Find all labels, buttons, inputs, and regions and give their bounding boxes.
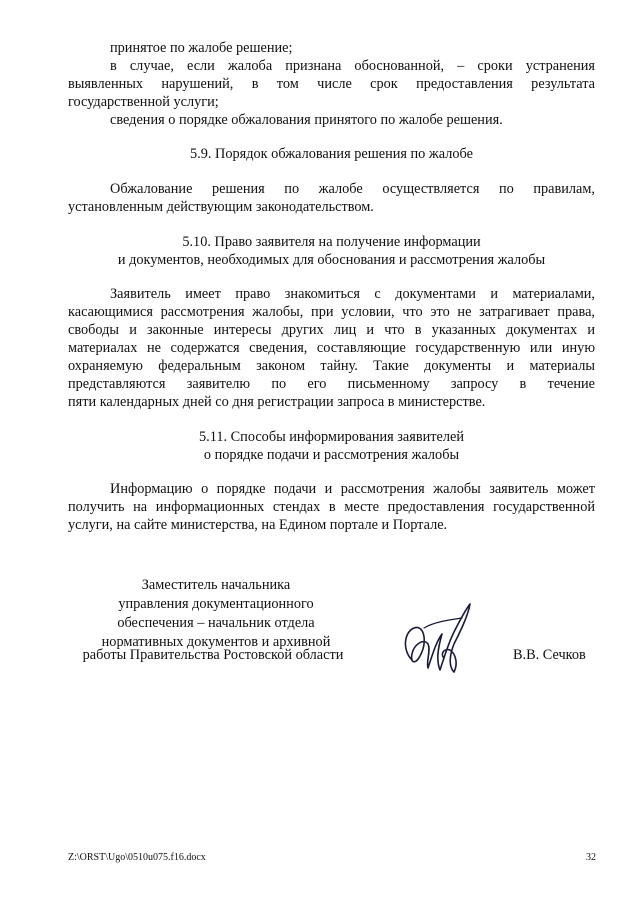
paragraph-line: принятое по жалобе решение; xyxy=(110,40,293,56)
paragraph-line: государственной услуги; xyxy=(68,94,219,110)
paragraph-line: касающимися рассмотрения жалобы, при условии, что это не затрагивает права, xyxy=(68,304,595,320)
signer-position-line: управления документационного xyxy=(118,596,314,612)
section-heading: и документов, необходимых для обоснования и рассмотрения жалобы xyxy=(117,252,546,268)
paragraph-line: услуги, на сайте министерства, на Едином портале и Портале. xyxy=(68,517,448,533)
signer-position-line: работы Правительства Ростовской области xyxy=(82,647,344,663)
signer-position-line: Заместитель начальника xyxy=(141,577,291,593)
paragraph-line: свободы и законные интересы других лиц и что в указанных документах и xyxy=(68,322,595,338)
page-number: 32 xyxy=(586,852,596,863)
signer-name: В.В. Сечков xyxy=(513,647,586,663)
paragraph-line: в случае, если жалоба признана обоснованной, – сроки устранения xyxy=(110,58,595,74)
section-heading: о порядке подачи и рассмотрения жалобы xyxy=(203,447,460,463)
footer-file-path: Z:\ORST\Ugo\0510u075.f16.docx xyxy=(68,852,206,863)
paragraph-line: Информацию о порядке подачи и рассмотрения жалобы заявитель может xyxy=(110,481,595,497)
paragraph-line: пяти календарных дней со дня регистрации запроса в министерстве. xyxy=(68,394,486,410)
paragraph-line: представляются заявителю по его письменному запросу в течение xyxy=(68,376,595,392)
signer-position-line: обеспечения – начальник отдела xyxy=(117,615,315,631)
paragraph-line: охраняемую федеральным законом тайну. Такие документы и материалы xyxy=(68,358,595,374)
paragraph-line: получить на информационных стендах в месте предоставления государственной xyxy=(68,499,595,515)
section-heading: 5.9. Порядок обжалования решения по жалобе xyxy=(190,146,473,162)
paragraph-line: Обжалование решения по жалобе осуществляется по правилам, xyxy=(110,181,595,197)
section-heading: 5.11. Способы информирования заявителей xyxy=(199,429,464,445)
signer-position-line: нормативных документов и архивной xyxy=(101,634,331,650)
paragraph-line: Заявитель имеет право знакомиться с документами и материалами, xyxy=(110,286,595,302)
handwritten-signature xyxy=(398,598,478,680)
paragraph-line: сведения о порядке обжалования принятого по жалобе решения. xyxy=(110,112,503,128)
paragraph-line: выявленных нарушений, в том числе срок предоставления результата xyxy=(68,76,595,92)
section-heading: 5.10. Право заявителя на получение информации xyxy=(182,234,481,250)
paragraph-line: установленным действующим законодательством. xyxy=(68,199,374,215)
paragraph-line: материалах не содержатся сведения, составляющие государственную или иную xyxy=(68,340,595,356)
